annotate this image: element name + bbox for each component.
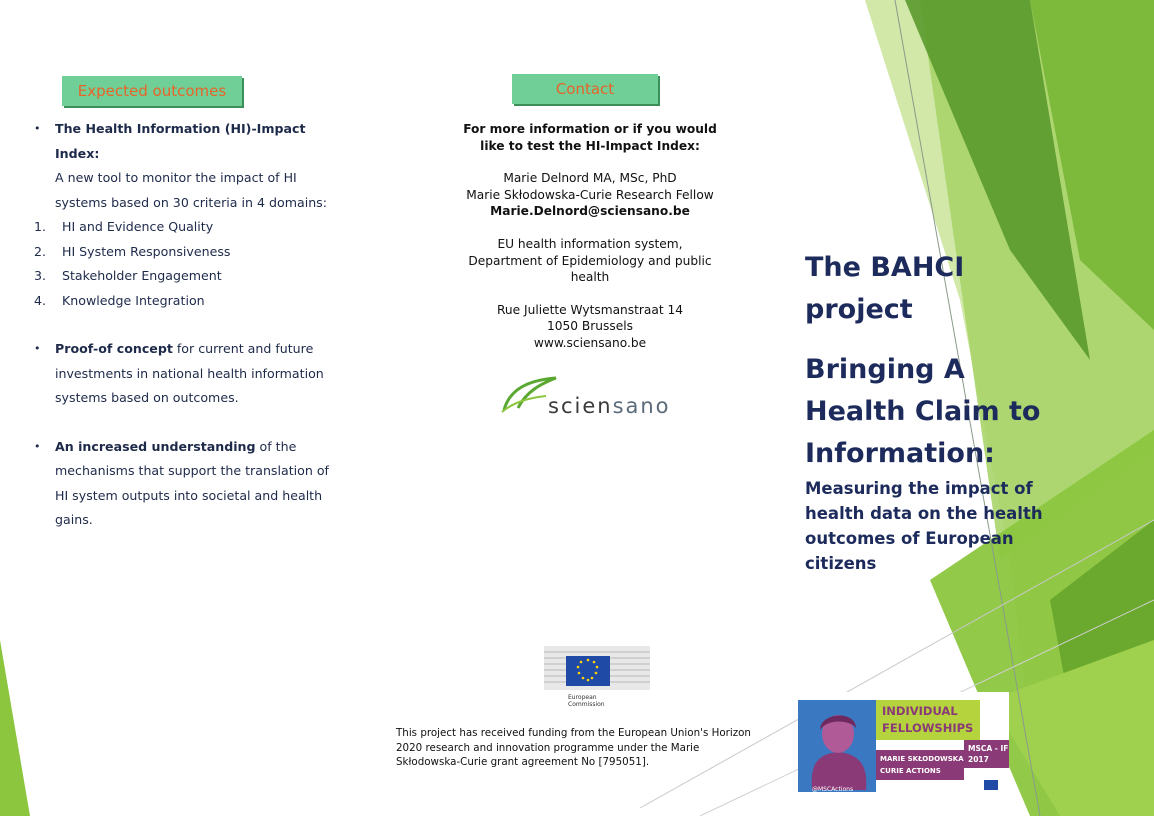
- european-commission-logo: [544, 640, 650, 708]
- domain-number: 2.: [34, 243, 47, 259]
- list-item: [34, 435, 344, 533]
- funding-line: 2020 research and innovation programme under the Marie: [396, 741, 700, 754]
- deco-shape: [0, 640, 30, 816]
- subtitle-line: outcomes of European: [805, 529, 1014, 548]
- contact-department: Department of Epidemiology and public: [468, 253, 712, 268]
- index-desc-line: A new tool to monitor the impact of HI: [55, 170, 297, 185]
- index-desc-line: systems based on 30 criteria in 4 domains:: [55, 194, 327, 210]
- contact-department: EU health information system,: [497, 236, 683, 251]
- funding-line: This project has received funding from the European Union's Horizon: [396, 727, 751, 739]
- msca-tag-text: MSCA - IF: [968, 744, 1009, 753]
- msca-year: 2017: [968, 755, 989, 764]
- ec-label: Commission: [568, 701, 605, 708]
- domain-number: 1.: [34, 219, 47, 234]
- logo-text: sano: [612, 394, 671, 418]
- ec-label: European: [568, 694, 597, 701]
- understanding-text: of the: [255, 438, 297, 454]
- project-title: [805, 247, 1045, 331]
- funding-line: Skłodowska-Curie grant agreement No [795051].: [396, 756, 650, 768]
- msca-handle: @MSCActions: [812, 786, 854, 793]
- contact-address: 1050 Brussels: [547, 319, 633, 334]
- domain-label: HI System Responsiveness: [62, 243, 231, 259]
- eu-flag-icon: [984, 780, 998, 790]
- acronym-expansion: [805, 349, 1045, 475]
- funding-statement: [396, 726, 791, 770]
- msca-actions-text: CURIE ACTIONS: [880, 767, 941, 775]
- contact-website[interactable]: www.sciensano.be: [533, 335, 647, 350]
- contact-intro: like to test the HI-Impact Index:: [480, 138, 700, 153]
- expected-outcomes-heading: Expected outcomes: [62, 76, 242, 106]
- domain-label: Knowledge Integration: [62, 292, 205, 308]
- domain-item: [34, 240, 344, 265]
- contact-heading: Contact: [512, 74, 658, 104]
- contact-role: Marie Skłodowska-Curie Research Fellow: [466, 187, 714, 202]
- sciensano-logo: [500, 374, 690, 420]
- portrait-icon: [802, 704, 874, 790]
- understanding-bold: An increased understanding: [55, 438, 256, 454]
- index-title: The Health Information (HI)-Impact Index:: [55, 121, 306, 161]
- list-item: [34, 117, 344, 215]
- proof-text: systems based on outcomes.: [55, 390, 239, 405]
- acronym-line: Health Claim to: [805, 396, 1041, 427]
- acronym-line: Information:: [805, 438, 995, 469]
- subtitle-line: Measuring the impact of: [805, 479, 1033, 498]
- proof-text: for current and future: [172, 341, 314, 356]
- domain-number: 3.: [34, 268, 47, 283]
- proof-bold: Proof-of concept: [55, 341, 173, 356]
- domain-item: [34, 215, 344, 240]
- subtitle-line: citizens: [805, 554, 877, 573]
- understanding-text: HI system outputs into societal and health: [55, 487, 323, 503]
- msca-fellowships-box: [876, 700, 980, 740]
- domain-label: HI and Evidence Quality: [62, 219, 214, 234]
- contact-name: Marie Delnord MA, MSc, PhD: [503, 171, 677, 186]
- understanding-text: mechanisms that support the translation of: [55, 463, 329, 478]
- understanding-text: gains.: [55, 512, 93, 527]
- msca-badge: [798, 692, 1009, 798]
- logo-text: scien: [548, 394, 613, 418]
- ec-building-icon: [544, 640, 650, 690]
- title-line: The BAHCI: [805, 252, 965, 283]
- domain-label: Stakeholder Engagement: [62, 268, 222, 283]
- subtitle-line: health data on the health: [805, 504, 1043, 523]
- contact-email[interactable]: Marie.Delnord@sciensano.be: [490, 204, 690, 219]
- msca-text: INDIVIDUAL: [882, 704, 958, 718]
- project-subtitle: [805, 476, 1045, 576]
- acronym-line: Bringing A: [805, 354, 965, 385]
- proof-text: investments in national health information: [55, 365, 324, 381]
- msca-tag: [964, 740, 1009, 768]
- msca-text: FELLOWSHIPS: [882, 721, 974, 735]
- expected-outcomes-content: [34, 117, 344, 533]
- msca-actions-box: [876, 750, 964, 780]
- msca-actions-text: MARIE SKŁODOWSKA: [880, 755, 964, 763]
- contact-intro: For more information or if you would: [463, 122, 717, 136]
- domain-item: [34, 264, 344, 289]
- title-line: project: [805, 294, 913, 325]
- domain-number: 4.: [34, 292, 47, 308]
- contact-address: Rue Juliette Wytsmanstraat 14: [496, 302, 683, 317]
- contact-block: [430, 121, 750, 352]
- contact-department: health: [570, 270, 610, 285]
- domain-item: [34, 289, 344, 314]
- list-item: [34, 337, 344, 411]
